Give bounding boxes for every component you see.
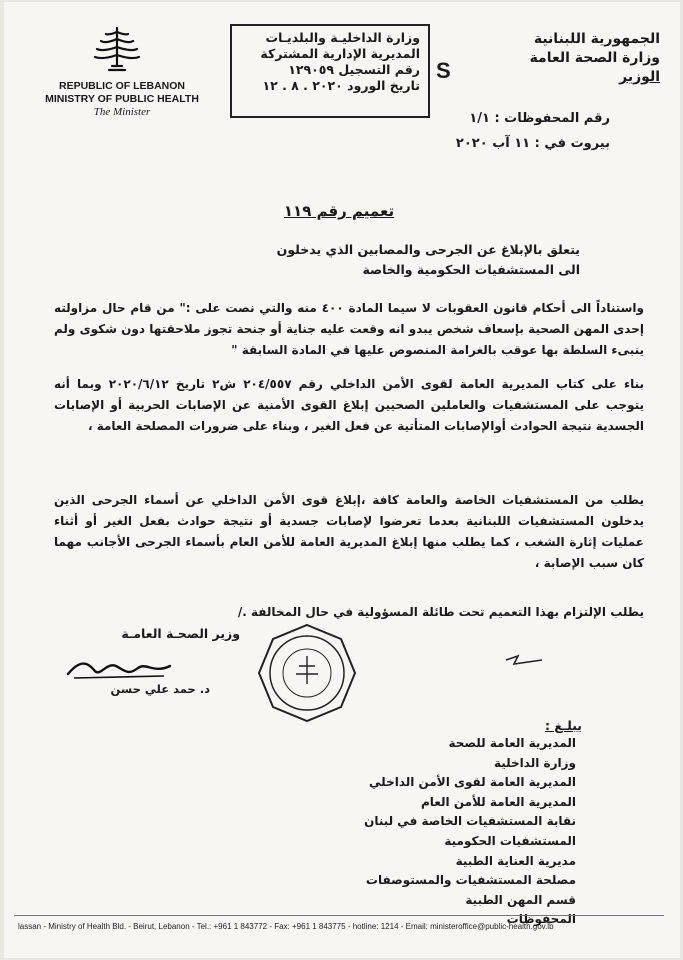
signatory-title: وزير الصحـة العامـة bbox=[121, 626, 240, 641]
arabic-republic: الجمهورية اللبنانية bbox=[533, 31, 660, 47]
stamp-line-directorate: المديرية الإدارية المشتركة bbox=[260, 46, 420, 61]
arabic-minister: الوزير bbox=[619, 69, 660, 85]
list-item: المحفوظات bbox=[506, 912, 576, 927]
subject-line: يتعلق بالإبلاغ عن الجرحى والمصابين الذي يدخلون bbox=[276, 242, 580, 257]
list-item: وزارة الداخلية bbox=[493, 755, 576, 770]
list-item: مديرية العناية الطبية bbox=[455, 853, 576, 868]
list-item: مصلحة المستشفيات والمستوصفات bbox=[365, 873, 576, 888]
stamp-arrival-value: ٢٠٢٠ . ٨ . ١٢ bbox=[262, 78, 343, 93]
circular-subject bbox=[120, 240, 580, 280]
english-republic: REPUBLIC OF LEBANON bbox=[59, 80, 185, 92]
distribution-list bbox=[364, 734, 576, 930]
circular-title: تعميم رقم ١١٩ bbox=[283, 202, 395, 220]
english-letterhead bbox=[32, 80, 212, 119]
stamp-line-arrival bbox=[240, 78, 420, 94]
list-item: قسم المهن الطبية bbox=[465, 892, 576, 907]
list-item: نقابة المستشفيات الخاصة في لبنان bbox=[364, 814, 576, 829]
handwritten-signature bbox=[64, 652, 174, 686]
signatory-name: د. حمد علي حسن bbox=[110, 682, 210, 696]
stamp-arrival-label: تاريخ الورود bbox=[347, 78, 420, 93]
body-paragraph: بناء على كتاب المديرية العامة لقوى الأمن الداخلي رقم ٢٠٤/٥٥٧ ش٢ تاريخ ٢٠٢٠/٦/١٢ وبما أنه يتوجب على المستشفيات والعاملين الصحيين إبلاغ القوى الأمنية عن الإصابات الحربية أو الإصابات الجسدية نتيجة الحوادث أوالإصابات المتأتية عن فعل الغير ، وبناء على ضرورات المصلحة العامة ، bbox=[54, 377, 644, 433]
arabic-ministry: وزارة الصحة العامة bbox=[529, 50, 660, 66]
body-paragraph: واستناداً الى أحكام قانون العقوبات لا سيما المادة ٤٠٠ منه والتي نصت على :" من قام حال مزاولته إحدى المهن الصحية بإسعاف شخص يبدو انه وقعت عليه جناية أو جنحة تجوز ملاحقتها دون شكوى ولم ينبىء السلطة بها عوقب بالغرامة المنصوص عليها في المادة السابقة " bbox=[54, 301, 644, 357]
document-date-label: بيروت في : bbox=[534, 136, 610, 151]
stamp-line-ministry: وزارة الداخليـة والبلديـات bbox=[265, 30, 420, 45]
stamp-registration-value: ١٢٩٠٥٩ bbox=[288, 62, 335, 77]
list-item: المديرية العامة للأمن العام bbox=[420, 794, 576, 809]
registration-stamp bbox=[230, 24, 430, 118]
archive-reference-label: رقم المحفوظات : bbox=[494, 111, 610, 126]
footer-divider bbox=[14, 915, 664, 916]
body-paragraph: يطلب من المستشفيات الخاصة والعامة كافة ،إبلاغ قوى الأمن الداخلي عن أسماء الجرحى الذين يدخلون المستشفيات اللبنانية بعدما تعرضوا لإصابات جسدية أو نتيجة حوادث بفعل الغير أو أثناء عمليات إثارة الشغب ، كما يطلب منها إبلاغ المديرية العامة للأمن العام بأسماء الجرحى الأجانب مهما كان سبب الإصابة ، bbox=[54, 493, 644, 570]
document-date bbox=[456, 136, 610, 151]
archive-reference-value: ١/١ bbox=[469, 111, 490, 126]
english-minister-signature: The Minister bbox=[93, 106, 151, 118]
document-page bbox=[4, 2, 680, 958]
document-date-value: ١١ آب ٢٠٢٠ bbox=[455, 136, 531, 151]
official-seal bbox=[256, 622, 358, 724]
footer-contact: lassan - Ministry of Health Bld. - Beirut, Lebanon - Tel.: +961 1 843772 - Fax: +961 1 843775 - hotline: 1214 - Email: ministeroffice@public-health.gov.lb bbox=[18, 922, 554, 931]
archive-reference bbox=[469, 111, 610, 126]
list-item: المديرية العامة للصحة bbox=[448, 736, 576, 750]
subject-line: الى المستشفيات الحكومية والخاصة bbox=[362, 262, 580, 277]
pen-mark bbox=[504, 652, 544, 668]
stamp-registration-label: رقم التسجيل bbox=[338, 62, 420, 77]
stamp-line-registration bbox=[240, 62, 420, 78]
list-item: المستشفيات الحكومية bbox=[444, 833, 576, 848]
list-item: المديرية العامة لقوى الأمن الداخلي bbox=[369, 775, 576, 790]
distribution-title: يبلـغ : bbox=[544, 718, 582, 733]
arabic-letterhead bbox=[530, 30, 660, 87]
english-ministry: MINISTRY OF PUBLIC HEALTH bbox=[45, 93, 199, 105]
cedar-emblem-icon bbox=[92, 22, 142, 74]
body-paragraph: يطلب الإلتزام بهذا التعميم تحت طائلة المسؤولية في حال المخالفة ./ bbox=[237, 605, 644, 619]
stamp-side-mark: S bbox=[436, 58, 451, 83]
